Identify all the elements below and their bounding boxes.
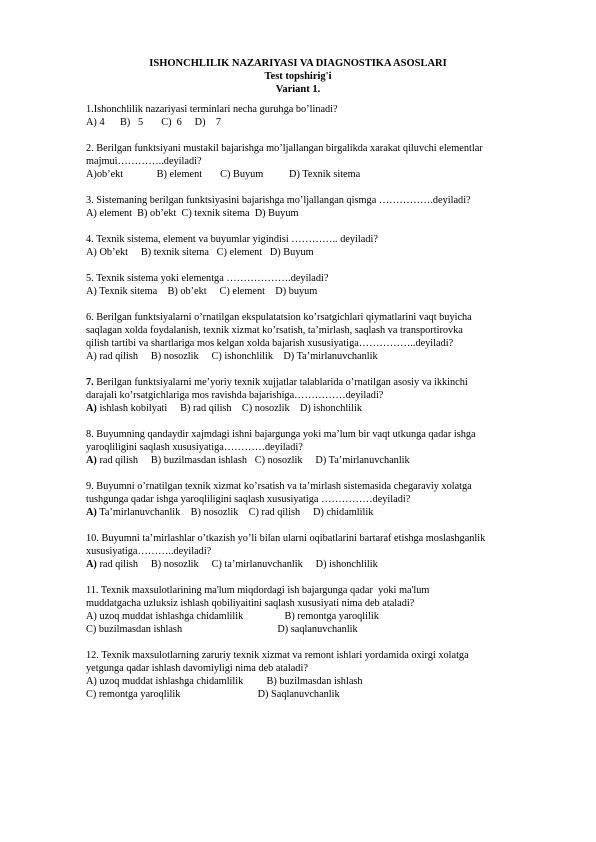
- question-8-text-cont: yaroqliligini saqlash xususiyatiga…………deyiladi?: [86, 442, 303, 453]
- question-7-text-cont: darajali ko’rsatgichlariga mos ravishda bajarishiga……………deyiladi?: [86, 390, 384, 401]
- question-2-text-cont: majmui…………..deyiladi?: [86, 156, 202, 167]
- question-10-option-a-letter: A): [86, 559, 97, 570]
- document-header: [0, 57, 596, 96]
- question-2-options: A)ob’ekt B) element C) Buyum D) Texnik sitema: [86, 169, 361, 180]
- question-9-text-cont: tushgunga qadar ishga yaroqliligini saqlash xususiyatiga ……………deyiladi?: [86, 494, 411, 505]
- question-10-text: 10. Buyumni ta’mirlashlar o’tkazish yo’li bilan ularni oqibatlarini bartaraf etishga moslashganlik: [86, 533, 486, 544]
- question-12-text: 12. Texnik maxsulotlarning zaruriy texnik xizmat va remont ishlari yordamida oxirgi xolatga: [86, 650, 469, 661]
- question-2-text: 2. Berilgan funktsiyani mustakil bajarishga mo’ljallangan birgalikda xarakat qiluvchi elementlar: [86, 143, 483, 154]
- question-11-text: 11. Texnik maxsulotlarining ma'lum miqdordagi ish bajargunga qadar yoki ma'lum: [86, 585, 430, 596]
- question-10-text-cont: xususiyatiga………..deyiladi?: [86, 546, 212, 557]
- question-12-text-cont: yetgunga qadar ishlash davomiyligi nima deb ataladi?: [86, 663, 308, 674]
- question-1-text: 1.Ishonchlilik nazariyasi terminlari necha guruhga bo’linadi?: [86, 104, 338, 115]
- question-7-option-a-letter: A): [86, 403, 97, 414]
- question-12-options-ab: A) uzoq muddat ishlashga chidamlilik B) buzilmasdan ishlash: [86, 676, 363, 687]
- question-6-options: A) rad qilish B) nosozlik C) ishonchlilik D) Ta’mirlanuvchanlik: [86, 351, 378, 362]
- question-5-text: 5. Texnik sistema yoki elementga ……………….deyiladi?: [86, 273, 329, 284]
- document-subtitle: Test topshirig'i: [264, 71, 332, 82]
- question-9-options-body: Ta’mirlanuvchanlik B) nosozlik C) rad qilish D) chidamlilik: [96, 507, 374, 518]
- document-title: ISHONCHLILIK NAZARIYASI VA DIAGNOSTIKA ASOSLARI: [149, 58, 447, 69]
- question-10-options: [86, 558, 378, 571]
- question-7-options-body: ishlash kobilyati B) rad qilish C) nosozlik D) ishonchlilik: [96, 403, 363, 414]
- question-7-options: [86, 402, 362, 415]
- question-6-text-cont-2: qilish tartibi va shartlariga mos kelgan xolda bajarish xususiyatiga……………..deyiladi?: [86, 338, 454, 349]
- question-3-options: A) element B) ob’ekt C) texnik sitema D) Buyum: [86, 208, 299, 219]
- question-9-options: [86, 506, 373, 519]
- question-11-options-cd: C) buzilmasdan ishlash D) saqlanuvchanlik: [86, 624, 358, 635]
- question-8-options: [86, 454, 410, 467]
- question-4-options: A) Ob’ekt B) texnik sitema C) element D) Buyum: [86, 247, 314, 258]
- question-7-text-body: Berilgan funktsiyalarni me’yoriy texnik xujjatlar talablarida o’rnatilgan asosiy va ikkinchi: [93, 377, 468, 388]
- question-9-text: 9. Buyumni o’rnatilgan texnik xizmat ko’rsatish va ta’mirlash sistemasida chegaraviy xolatga: [86, 481, 472, 492]
- question-3-text: 3. Sistemaning berilgan funktsiyasini bajarishga mo’ljallangan qismga …………….deyiladi?: [86, 195, 471, 206]
- question-8-option-a-letter: A): [86, 455, 97, 466]
- question-11-text-cont: muddatgacha uzluksiz ishlash qobiliyaitini saqlash xususiyati nima deb ataladi?: [86, 598, 415, 609]
- question-6-text-cont-1: saqlagan xolda foydalanish, texnik xizmat ko’rsatish, ta’mirlash, saqlash va transportirovka: [86, 325, 463, 336]
- question-9-option-a-letter: A): [86, 507, 97, 518]
- question-7-text: [86, 376, 468, 389]
- question-11-options-ab: A) uzoq muddat ishlashga chidamlilik B) remontga yaroqlilik: [86, 611, 379, 622]
- variant-label: Variant 1.: [275, 84, 321, 95]
- question-5-options: A) Texnik sitema B) ob’ekt C) element D) buyum: [86, 286, 318, 297]
- question-1-options: A) 4 B) 5 C) 6 D) 7: [86, 117, 221, 128]
- question-8-text: 8. Buyumning qandaydir xajmdagi ishni bajargunga yoki ma’lum bir vaqt utkunga qadar ishga: [86, 429, 476, 440]
- question-7-number: 7.: [86, 377, 94, 388]
- question-12-options-cd: C) remontga yaroqlilik D) Saqlanuvchanlik: [86, 689, 340, 700]
- question-4-text: 4. Texnik sistema, element va buyumlar yigindisi ………….. deyiladi?: [86, 234, 378, 245]
- question-6-text: 6. Berilgan funktsiyalarni o’rnatilgan ekspulatatsion ko’rsatgichlari qiymatlarini vaqt buyicha: [86, 312, 472, 323]
- question-8-options-body: rad qilish B) buzilmasdan ishlash C) nosozlik D) Ta’mirlanuvchanlik: [96, 455, 410, 466]
- question-10-options-body: rad qilish B) nosozlik C) ta’mirlanuvchanlik D) ishonchlilik: [96, 559, 378, 570]
